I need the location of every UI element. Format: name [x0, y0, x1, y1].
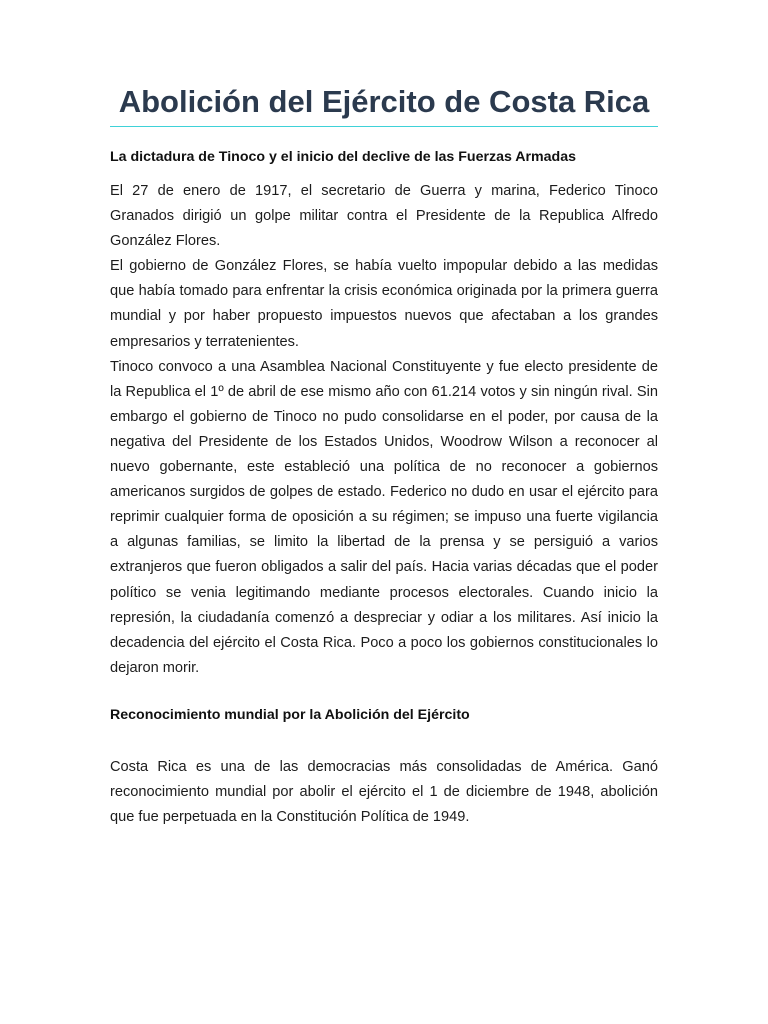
section-spacer [110, 681, 658, 705]
paragraph-gonzalez-flores: El gobierno de González Flores, se había vuelto impopular debido a las medidas que había tomado para enfrentar la crisis económica originada por la primera guerra mundial y por haber propuesto impuestos nuevos que afectaban a los grandes empresarios y terratenientes. [110, 258, 658, 350]
paragraph-golpe: El 27 de enero de 1917, el secretario de Guerra y marina, Federico Tinoco Granados dirigió un golpe militar contra el Presidente de la Republica Alfredo González Flores. [110, 183, 658, 250]
paragraph-reconocimiento: Costa Rica es una de las democracias más consolidadas de América. Ganó reconocimiento mundial por abolir el ejército el 1 de diciembre de 1948, abolición que fue perpetuada en la Constitución Política de 1949. [110, 758, 658, 826]
section-heading-reconocimiento: Reconocimiento mundial por la Abolición del Ejército [110, 706, 470, 723]
title-underline [110, 126, 658, 127]
document-title: Abolición del Ejército de Costa Rica [118, 84, 650, 119]
document-page [110, 84, 658, 830]
paragraph-tinoco-gobierno: Tinoco convoco a una Asamblea Nacional Constituyente y fue electo presidente de la Republica el 1º de abril de ese mismo año con 61.214 votos y sin ningún rival. Sin embargo el gobierno de Tinoco no pudo consolidarse en el poder, por causa de la negativa del Presidente de los Estados Unidos, Woodrow Wilson a reconocer al nuevo gobernante, este estableció una política de no reconocer a gobiernos americanos surgidos de golpes de estado. Federico no dudo en usar el ejército para reprimir cualquier forma de oposición a su régimen; se impuso una fuerte vigilancia a algunas familias, se limito la libertad de la prensa y se persiguió a varios extranjeros que fueron obligados a salir del país. Hacia varias décadas que el poder político se venia legitimando mediante procesos electorales. Cuando inicio la represión, la ciudadanía comenzó a despreciar y odiar a los militares. Así inicio la decadencia del ejército el Costa Rica. Poco a poco los gobiernos constitucionales lo dejaron morir. [110, 358, 658, 676]
section-heading-tinoco: La dictadura de Tinoco y el inicio del declive de las Fuerzas Armadas [110, 149, 576, 165]
